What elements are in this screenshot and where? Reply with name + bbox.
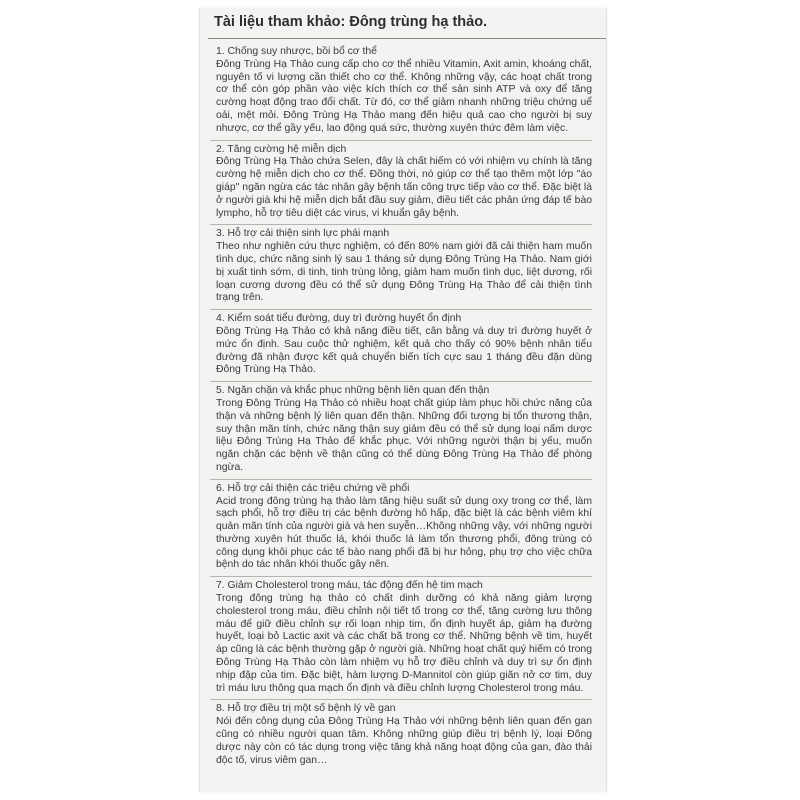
section-6	[216, 483, 592, 578]
section-divider	[210, 224, 592, 225]
section-divider	[210, 576, 592, 577]
document-title: Tài liệu tham khảo: Đông trùng hạ thảo.	[214, 14, 488, 30]
section-divider	[210, 699, 592, 700]
section-7	[216, 580, 592, 700]
section-text: Acid trong đông trùng hạ thảo làm tăng hiệu suất sử dụng oxy trong cơ thể, làm sạch phổi, hỗ trợ điều trị các bệnh đường hô hấp, đặc biệt là các bệnh viêm khí quản mãn tính của người già và hen suyễn…Không những vậy, với những người thường xuyên hút thuốc lá, khói thuốc lá làm tổn thương phổi, đông trùng có công dụng khôi phục các tế bào nang phổi đã bị hư hỏng, phụ trợ cho việc chữa bệnh do tác nhân khói thuốc gây nên.	[216, 495, 592, 571]
section-divider	[210, 381, 592, 382]
section-heading: 7. Giảm Cholesterol trong máu, tác động đến hệ tim mạch	[216, 580, 483, 592]
section-4	[216, 313, 592, 382]
section-heading: 6. Hỗ trợ cải thiện các triệu chứng về phổi	[216, 482, 410, 494]
section-8	[216, 703, 592, 767]
section-heading: 3. Hỗ trợ cải thiện sinh lực phái mạnh	[216, 228, 390, 240]
section-divider	[210, 479, 592, 480]
section-heading: 4. Kiểm soát tiểu đường, duy trì đường huyết ổn định	[216, 313, 462, 325]
section-1	[216, 46, 592, 141]
section-text: Trong Đông Trùng Hạ Thảo có nhiều hoạt chất giúp làm phục hồi chức năng của thận và những bệnh lý liên quan đến thận. Những đối tượng bị tổn thương thận, suy thận mãn tính, chức năng thận suy giảm đều có thể sử dụng loại nấm dược liệu Đông Trùng Hạ Thảo để khắc phục. Với những người thận bị yếu, muốn ngăn chặn các bệnh về thận cũng có thể dùng Đông Trùng Hạ Thảo để phòng ngừa.	[216, 397, 592, 473]
section-heading: 5. Ngăn chặn và khắc phục những bệnh liên quan đến thận	[216, 385, 490, 397]
section-2	[216, 144, 592, 226]
section-heading: 1. Chống suy nhược, bồi bổ cơ thể	[216, 46, 377, 57]
section-heading: 8. Hỗ trợ điều trị một số bệnh lý về gan	[216, 703, 396, 715]
section-heading: 2. Tăng cường hệ miễn dịch	[216, 143, 347, 155]
section-text: Nói đến công dụng của Đông Trùng Hạ Thảo với những bệnh liên quan đến gan cũng có nhiều người quan tâm. Không những giúp điều trị bệnh lý, loại Đông dược này còn có tác dụng trong việc tăng khả năng hoạt động của gan, đào thải độc tố, virus viêm gan…	[216, 716, 592, 766]
section-text: Theo như nghiên cứu thực nghiệm, có đến 80% nam giới đã cải thiện ham muốn tình dục, chức năng sinh lý sau 1 tháng sử dụng Đông Trùng Hạ Thảo. Nam giới bị xuất tinh sớm, di tinh, tinh trùng lỏng, giảm ham muốn tình dục, liệt dương, rối loạn cương dương đều có thể sử dụng Đông Trùng Hạ Thảo để cải thiện tình trạng trên.	[216, 241, 592, 304]
section-divider	[210, 140, 592, 141]
section-3	[216, 228, 592, 310]
section-5	[216, 385, 592, 480]
section-divider	[210, 309, 592, 310]
title-divider	[208, 38, 606, 39]
reference-leaflet	[199, 8, 607, 792]
section-text: Đông Trùng Hạ Thảo có khả năng điều tiết, cân bằng và duy trì đường huyết ở mức ổn định. Sau cuộc thử nghiệm, kết quả cho thấy có 90% bệnh nhân tiểu đường đã nhận được kết quả chuyển biến tích cực sau 1 tháng đều đặn dùng Đông Trùng Hạ Thảo.	[216, 325, 592, 376]
section-text: Đông Trùng Hạ Thảo chứa Selen, đây là chất hiếm có với nhiệm vụ chính là tăng cường hệ miễn dịch cho cơ thể. Đồng thời, nó giúp cơ thể tạo thêm một lớp "áo giáp" ngăn ngừa các tác nhân gây bệnh tấn công trực tiếp vào cơ thể. Đặc biệt là ở người già khi hệ miễn dịch bắt đầu suy giảm, điều tiết các phản ứng đáp tế bào lympho, hỗ trợ tiêu diệt các virus, vi khuẩn gây bệnh.	[216, 156, 592, 219]
section-text: Đông Trùng Hạ Thảo cung cấp cho cơ thể nhiều Vitamin, Axit amin, khoáng chất, nguyên tố vi lượng cần thiết cho cơ thể. Không những vậy, các hoạt chất trong cơ thể còn góp phần vào việc kích thích cơ thể sản sinh ATP và oxy để tăng cường hoạt động trao đổi chất. Từ đó, cơ thể giảm nhanh những triệu chứng uể oải, mệt mỏi. Đông Trùng Hạ Thảo mang đến hiệu quả cao cho người bị suy nhược, cơ thể gầy yếu, lao động quá sức, thường xuyên thức đêm làm việc.	[216, 58, 592, 134]
document-body	[216, 46, 592, 771]
section-text: Trong đông trùng hạ thảo có chất dinh dưỡng có khả năng giảm lượng cholesterol trong máu, điều chỉnh nội tiết tố trong cơ thể, tăng cường lưu thông máu để giữ điều chỉnh sự rối loạn nhịp tim, ổn định huyết áp, giảm hạ đường huyết, loại bỏ Lactic axit và các chất bã trong cơ thể. Những bệnh về tim, huyết áp cũng là các bệnh thường gặp ở người già. Những hoạt chất quý hiếm có trong Đông Trùng Hạ Thảo còn làm nhiệm vụ hỗ trợ điều chỉnh và duy trì sự ổn định nhịp đập của tim. Đặc biệt, hàm lượng D-Mannitol còn giúp giãn nở cơ tim, duy trì máu lưu thông qua mạch ổn định và điều chỉnh lượng Cholesterol trong máu.	[216, 593, 592, 694]
